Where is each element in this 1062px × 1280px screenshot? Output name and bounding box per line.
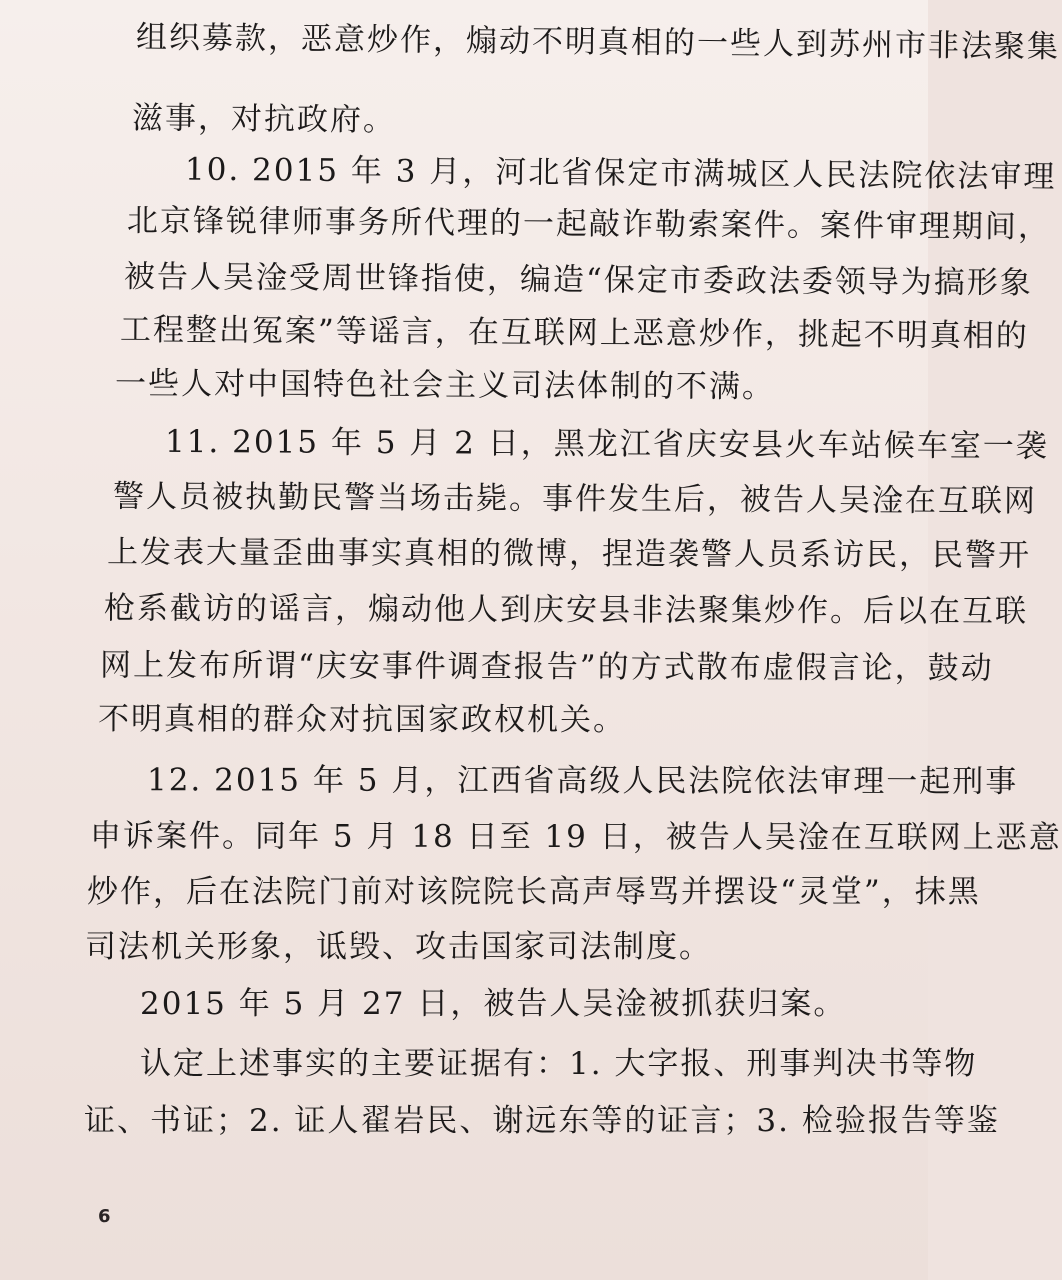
text-line-15: 申诉案件。同年 5 月 18 日至 19 日，被告人吴淦在互联网上恶意: [89, 818, 1062, 856]
text-line-13: 不明真相的群众对抗国家政权机关。: [97, 701, 627, 739]
text-line-17: 司法机关形象，诋毁、攻击国家司法制度。: [85, 929, 712, 965]
text-line-9: 警人员被执勤民警当场击毙。事件发生后，被告人吴淦在互联网: [112, 478, 1038, 520]
text-line-14: 12. 2015 年 5 月，江西省高级人民法院依法审理一起刑事: [146, 762, 1019, 800]
text-line-5: 被告人吴淦受周世锋指使，编造“保定市委政法委领导为搞形象: [123, 258, 1033, 302]
text-line-20: 证、书证；2. 证人翟岩民、谢远东等的证言；3. 检验报告等鉴: [84, 1103, 1000, 1139]
text-line-6: 工程整出冤案”等谣言，在互联网上恶意炒作，挑起不明真相的: [119, 311, 1029, 355]
text-line-4: 北京锋锐律师事务所代理的一起敲诈勒索案件。案件审理期间，: [126, 202, 1052, 246]
text-line-18: 2015 年 5 月 27 日，被告人吴淦被抓获归案。: [140, 986, 847, 1022]
text-line-3: 10. 2015 年 3 月，河北省保定市满城区人民法院依法审理: [184, 151, 1057, 196]
text-line-7: 一些人对中国特色社会主义司法体制的不满。: [114, 365, 776, 406]
text-line-16: 炒作，后在法院门前对该院院长高声辱骂并摆设“灵堂”，抹黑: [87, 874, 981, 910]
text-line-10: 上发表大量歪曲事实真相的微博，捏造袭警人员系访民，民警开: [106, 534, 1032, 574]
text-line-8: 11. 2015 年 5 月 2 日，黑龙江省庆安县火车站候车室一袭: [164, 423, 1049, 465]
text-line-11: 枪系截访的谣言，煽动他人到庆安县非法聚集炒作。后以在互联: [103, 590, 1029, 630]
page-number: 6: [98, 1206, 111, 1227]
text-line-12: 网上发布所谓“庆安事件调查报告”的方式散布虚假言论，鼓动: [99, 647, 994, 687]
text-line-1: 组织募款，恶意炒作，煽动不明真相的一些人到苏州市非法聚集: [135, 19, 1061, 66]
text-line-2: 滋事，对抗政府。: [131, 100, 397, 139]
text-line-19: 认定上述事实的主要证据有：1. 大字报、刑事判决书等物: [140, 1046, 978, 1082]
